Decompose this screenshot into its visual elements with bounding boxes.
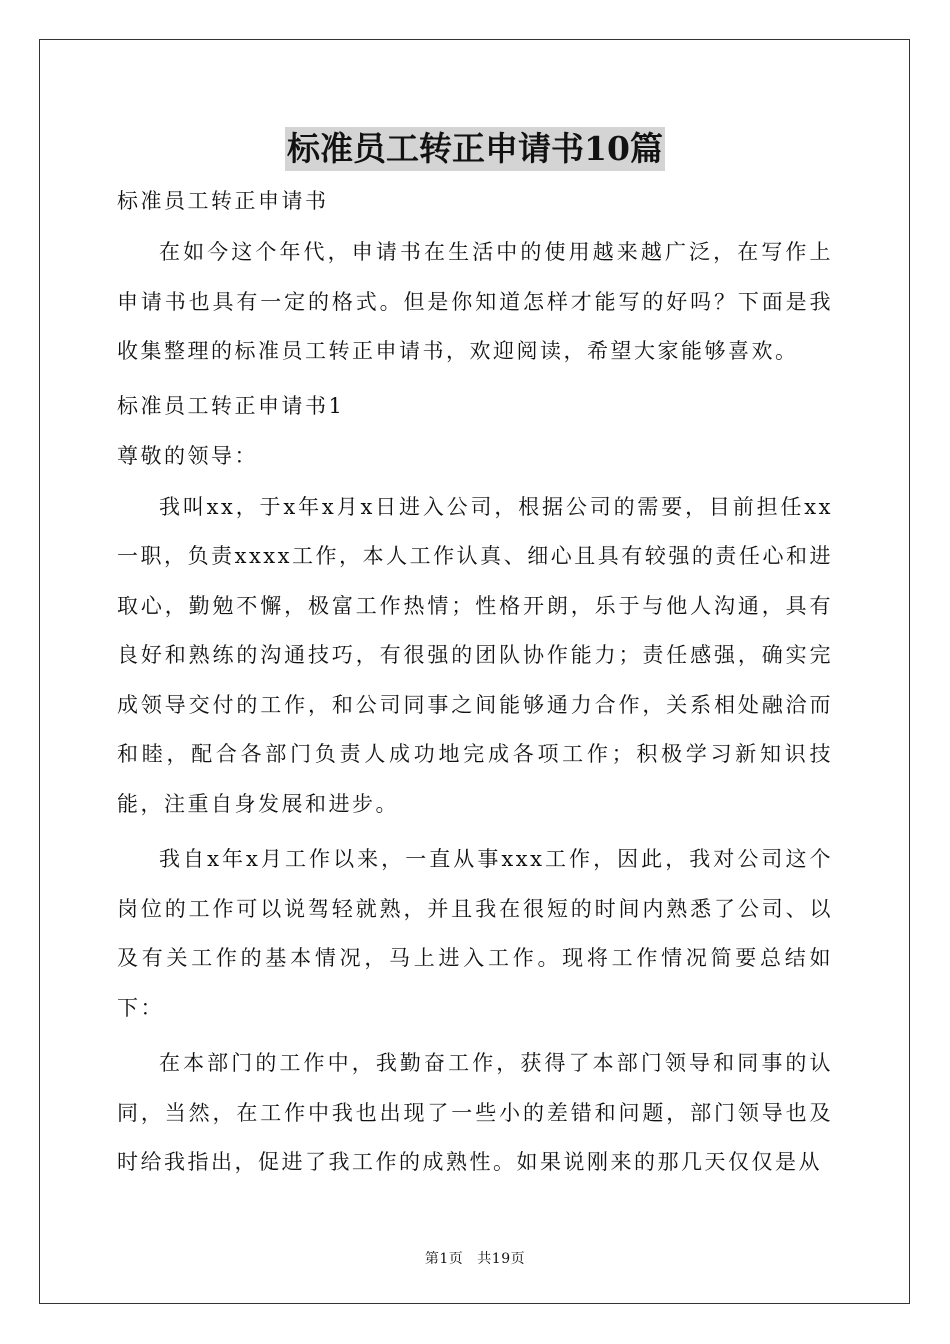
page-footer <box>0 1248 950 1268</box>
document-title: 标准员工转正申请书10篇 <box>285 127 665 171</box>
body-paragraph-3: 在本部门的工作中，我勤奋工作，获得了本部门领导和同事的认同，当然，在工作中我也出现了一些小的差错和问题，部门领导也及时给我指出，促进了我工作的成熟性。如果说刚来的那几天仅仅是从 <box>117 1051 833 1174</box>
salutation: 尊敬的领导： <box>117 443 258 468</box>
section-title: 标准员工转正申请书1 <box>117 393 345 418</box>
body-paragraph-1: 我叫xx，于x年x月x日进入公司，根据公司的需要，目前担任xx一职，负责xxxx工作，本人工作认真、细心且具有较强的责任心和进取心，勤勉不懈，极富工作热情；性格开朗，乐于与他人沟通，具有良好和熟练的沟通技巧，有很强的团队协作能力；责任感强，确实完成领导交付的工作，和公司同事之间能够通力合作，关系相处融洽而和睦，配合各部门负责人成功地完成各项工作；积极学习新知识技能，注重自身发展和进步。 <box>117 494 833 816</box>
body-paragraph-2: 我自x年x月工作以来，一直从事xxx工作，因此，我对公司这个岗位的工作可以说驾轻就熟，并且我在很短的时间内熟悉了公司、以及有关工作的基本情况，马上进入工作。现将工作情况简要总结如下： <box>117 847 833 1020</box>
total-pages: 共19页 <box>477 1251 526 1267</box>
page-number: 第1页 <box>424 1251 464 1267</box>
intro-paragraph: 在如今这个年代，申请书在生活中的使用越来越广泛，在写作上申请书也具有一定的格式。但是你知道怎样才能写的好吗？下面是我收集整理的标准员工转正申请书，欢迎阅读，希望大家能够喜欢。 <box>117 240 833 363</box>
document-subtitle: 标准员工转正申请书 <box>117 189 329 213</box>
document-body <box>117 178 833 1194</box>
title-container <box>0 127 950 171</box>
